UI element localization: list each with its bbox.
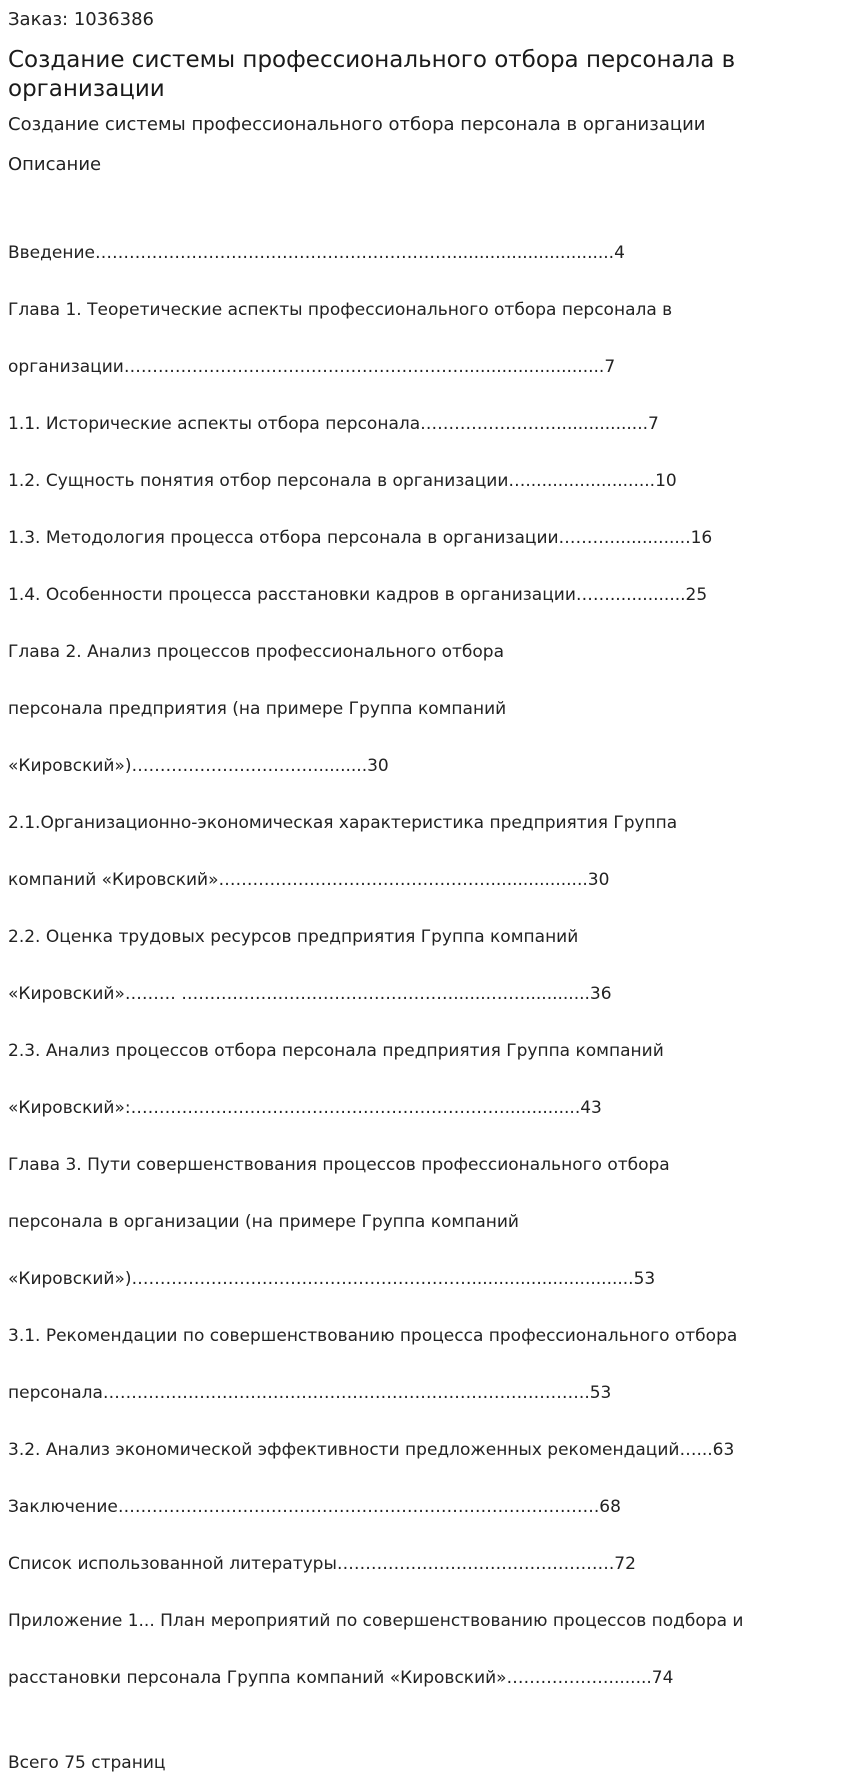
description-heading: Описание <box>8 154 102 175</box>
toc-line: 2.3. Анализ процессов отбора персонала предприятия Группа компаний <box>8 1040 664 1061</box>
toc-line: 3.1. Рекомендации по совершенствованию процесса профессионального отбора <box>8 1325 738 1346</box>
toc-line: Глава 1. Теоретические аспекты профессионального отбора персонала в <box>8 299 673 320</box>
toc-line: 1.1. Исторические аспекты отбора персонала…………………….................7 <box>8 413 659 434</box>
toc-line: персонала предприятия (на примере Группа компаний <box>8 698 507 719</box>
toc-line: «Кировский»……… ………………………………………….......……............36 <box>8 983 612 1004</box>
toc-line: персонала…………………………………………………………………………..53 <box>8 1382 612 1403</box>
toc-line: 1.3. Методология процесса отбора персонала в организации………...............16 <box>8 527 713 548</box>
toc-line: 1.4. Особенности процесса расстановки кадров в организации……..............25 <box>8 584 708 605</box>
toc-line: 3.2. Анализ экономической эффективности предложенных рекомендаций…...63 <box>8 1439 735 1460</box>
toc-line: персонала в организации (на примере Группа компаний <box>8 1211 519 1232</box>
table-of-contents <box>8 210 839 1721</box>
toc-line: «Кировский»)……………………………………………………..............................53 <box>8 1268 656 1289</box>
toc-line: 1.2. Сущность понятия отбор персонала в организации…........................10 <box>8 470 677 491</box>
toc-line: «Кировский»)…………………………….........30 <box>8 755 389 776</box>
page-title: Создание системы профессионального отбора персонала в организации <box>8 47 736 102</box>
toc-line: Заключение………………………………………………………………………….68 <box>8 1496 621 1517</box>
toc-line: организации……………………………………………………..........................7 <box>8 356 616 377</box>
toc-line: Список использованной литературы………………………………………….72 <box>8 1553 636 1574</box>
toc-line: 2.2. Оценка трудовых ресурсов предприятия Группа компаний <box>8 926 579 947</box>
toc-line: компаний «Кировский»…………………………………………..................30 <box>8 869 610 890</box>
toc-line: Глава 2. Анализ процессов профессионального отбора <box>8 641 504 662</box>
toc-line: «Кировский»:…………………………………………………………..............43 <box>8 1097 602 1118</box>
toc-line: Глава 3. Пути совершенствования процессов профессионального отбора <box>8 1154 670 1175</box>
order-number: Заказ: 1036386 <box>8 9 154 30</box>
total-pages: Всего 75 страниц <box>8 1752 166 1773</box>
toc-line: расстановки персонала Группа компаний «Кировский»………………........74 <box>8 1667 674 1688</box>
toc-line: Приложение 1... План мероприятий по совершенствованию процессов подбора и <box>8 1610 744 1631</box>
toc-line: 2.1.Организационно-экономическая характеристика предприятия Группа <box>8 812 678 833</box>
page-subtitle: Создание системы профессионального отбора персонала в организации <box>8 114 706 135</box>
toc-line: Введение………………………………………………………..............................4 <box>8 242 625 263</box>
